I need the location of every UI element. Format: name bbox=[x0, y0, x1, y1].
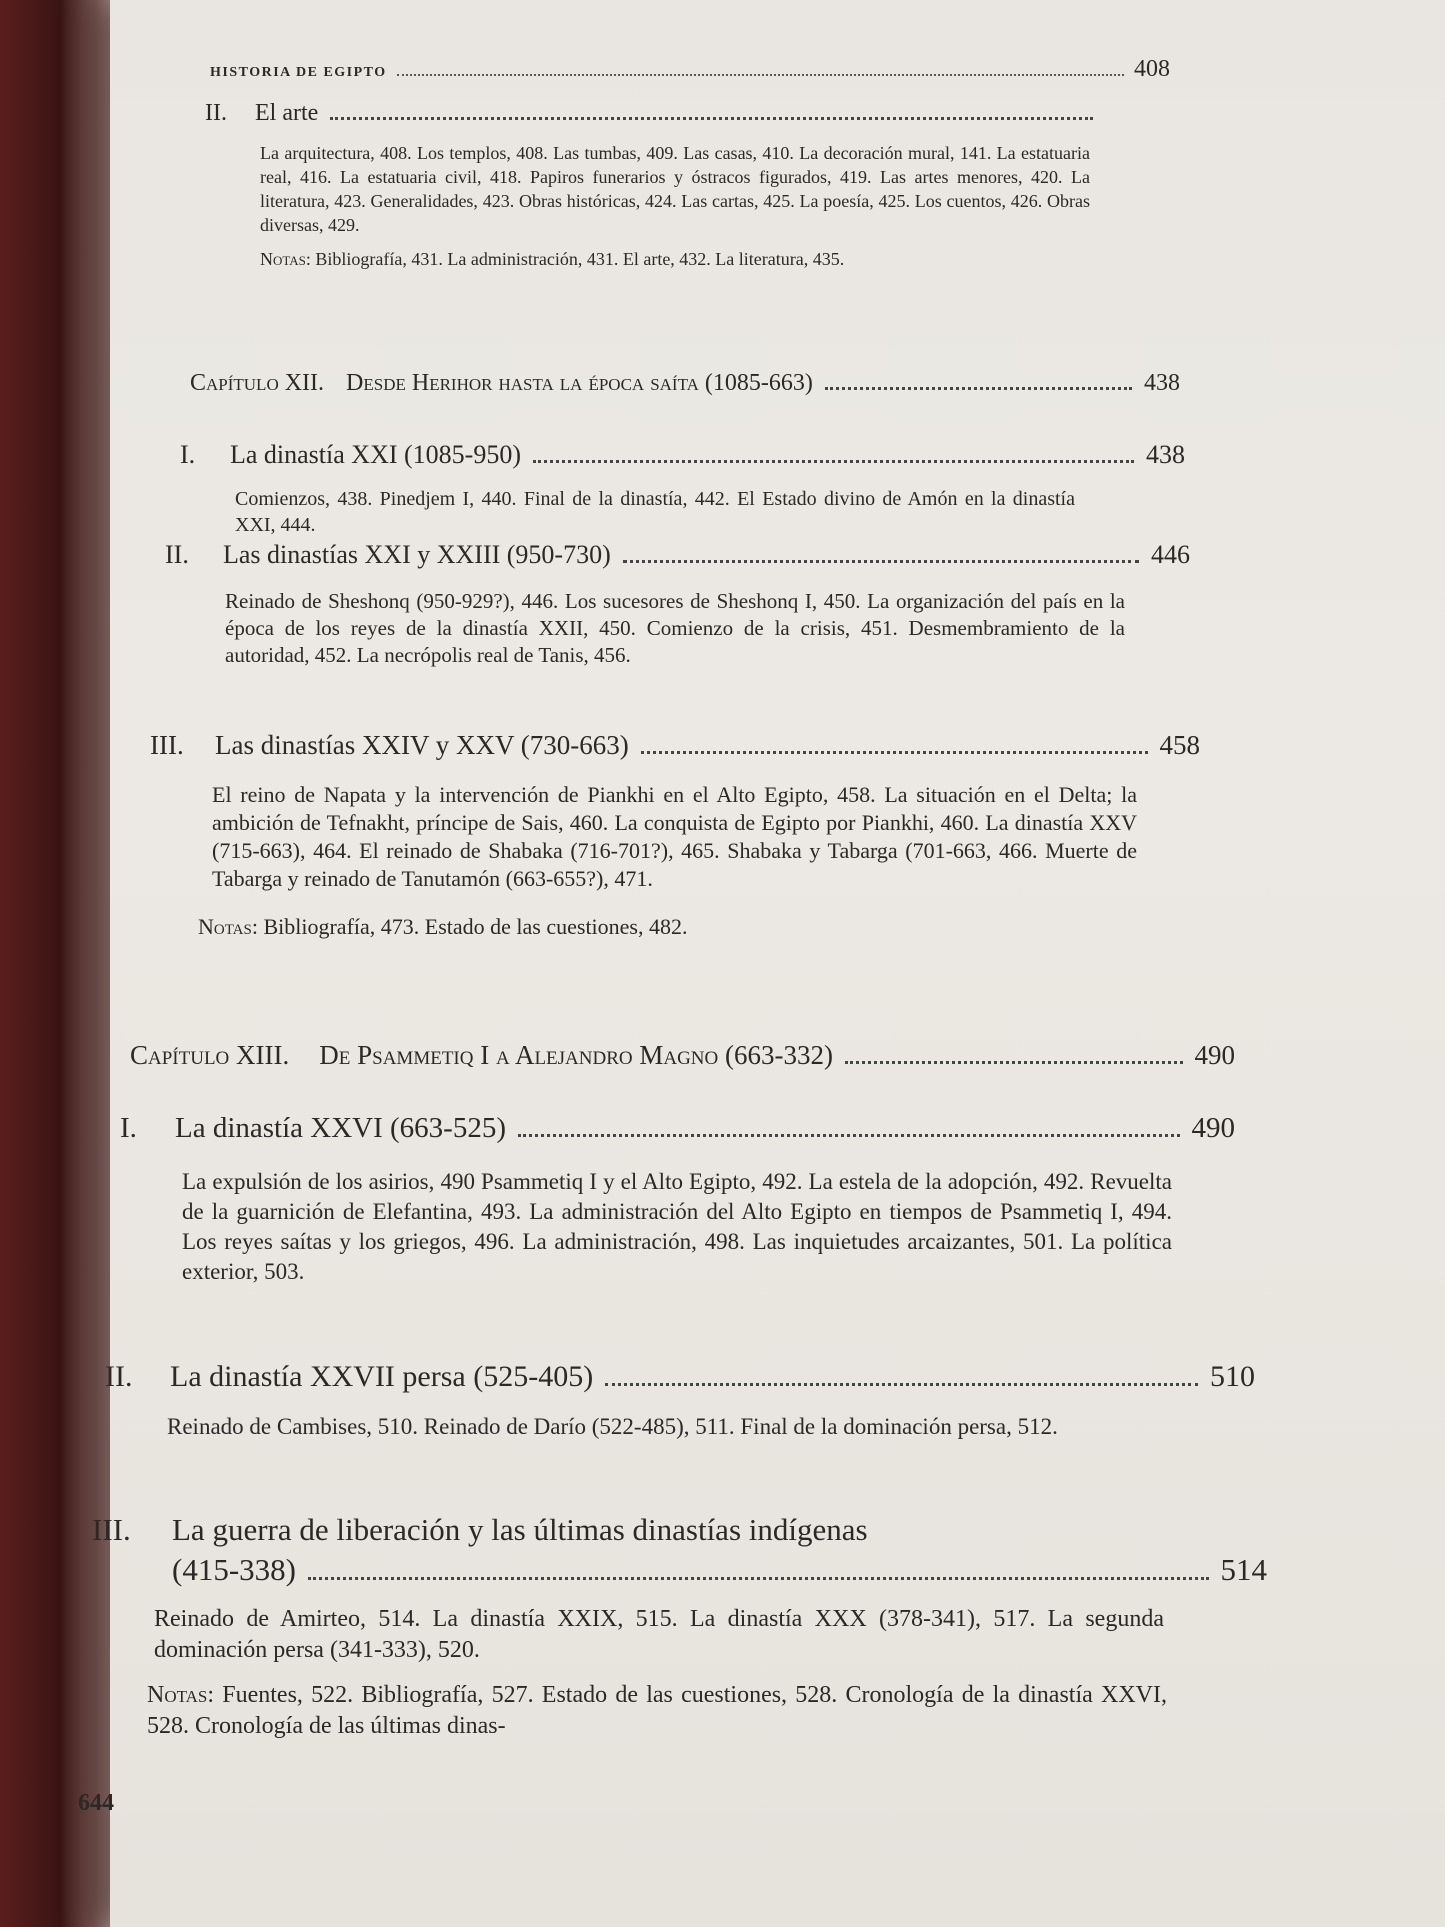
toc-entry bbox=[120, 1112, 1235, 1287]
entry-number: I. bbox=[120, 1112, 137, 1144]
chapter-page: 438 bbox=[1144, 370, 1180, 396]
running-head bbox=[210, 56, 1170, 83]
toc-entry-heading bbox=[92, 1512, 1267, 1548]
page-number: 644 bbox=[78, 1790, 114, 1816]
toc-entry-heading bbox=[180, 440, 1185, 470]
toc-entry-heading bbox=[165, 540, 1190, 570]
entry-number: III. bbox=[150, 730, 184, 760]
toc-entry bbox=[105, 1360, 1255, 1442]
toc-entry bbox=[180, 440, 1185, 538]
entry-page: 510 bbox=[1210, 1360, 1255, 1393]
toc-entry-heading bbox=[105, 1360, 1255, 1394]
entry-notes bbox=[260, 247, 1090, 271]
entry-summary: Reinado de Sheshonq (950-929?), 446. Los sucesores de Sheshonq I, 450. La organización del país en la época de los reyes de la dinastía XXII, 450. Comienzo de la crisis, 451. Desmembramiento de la autoridad, 452. La necrópolis real de Tanis, 456. bbox=[225, 589, 1125, 667]
entry-page: 490 bbox=[1191, 1112, 1235, 1144]
chapter-number: Capítulo XII. bbox=[190, 370, 325, 396]
entry-summary: Reinado de Cambises, 510. Reinado de Darío (522-485), 511. Final de la dominación persa, 512. bbox=[167, 1414, 1058, 1439]
toc-entry-heading-continued bbox=[172, 1552, 1267, 1588]
toc-entry bbox=[92, 1512, 1267, 1742]
entry-title: La dinastía XXI (1085-950) bbox=[230, 440, 521, 469]
dot-leader bbox=[308, 1577, 1209, 1580]
entry-summary: La arquitectura, 408. Los templos, 408. Las tumbas, 409. Las casas, 410. La decoración mural, 141. La estatuaria real, 416. La estatuaria civil, 418. Papiros funerarios y óstracos figurados, 419. Las artes menores, 420. La literatura, 423. Generalidades, 423. Obras históricas, 424. Las cartas, 425. La poesía, 425. Los cuentos, 426. Obras diversas, 429. bbox=[260, 143, 1090, 235]
dot-leader bbox=[641, 751, 1148, 754]
entry-page: 514 bbox=[1220, 1552, 1267, 1587]
dot-leader bbox=[533, 460, 1134, 463]
entry-notes bbox=[198, 913, 1123, 941]
entry-number: II. bbox=[165, 540, 189, 569]
notes-label: Notas: bbox=[198, 914, 258, 939]
toc-entry bbox=[205, 100, 1105, 271]
chapter-title: De Psammetiq I a Alejandro Magno (663-332) bbox=[319, 1040, 833, 1070]
dot-leader bbox=[605, 1383, 1198, 1386]
toc-entry-heading bbox=[120, 1112, 1235, 1145]
entry-title: Las dinastías XXIV y XXV (730-663) bbox=[215, 730, 629, 760]
entry-summary: Reinado de Amirteo, 514. La dinastía XXIX, 515. La dinastía XXX (378-341), 517. La segunda dominación persa (341-333), 520. bbox=[154, 1606, 1164, 1663]
dot-leader bbox=[623, 560, 1139, 563]
toc-entry bbox=[150, 730, 1200, 941]
entry-page: 458 bbox=[1159, 730, 1200, 760]
entry-title: El arte bbox=[255, 100, 319, 126]
chapter-heading bbox=[130, 1040, 1235, 1071]
entry-number: III. bbox=[92, 1512, 131, 1547]
entry-page: 438 bbox=[1146, 440, 1185, 469]
dot-leader bbox=[330, 117, 1093, 120]
dot-leader bbox=[397, 74, 1124, 76]
entry-title: La dinastía XXVI (663-525) bbox=[175, 1112, 506, 1144]
entry-number: I. bbox=[180, 440, 196, 469]
running-head-page: 408 bbox=[1134, 56, 1170, 82]
notes-text: Fuentes, 522. Bibliografía, 527. Estado de las cuestiones, 528. Cronología de la dinastía XXVI, 528. Cronología de las últimas dinas- bbox=[147, 1682, 1167, 1739]
entry-page: 446 bbox=[1151, 540, 1190, 569]
entry-number: II. bbox=[205, 100, 227, 126]
entry-summary: La expulsión de los asirios, 490 Psammetiq I y el Alto Egipto, 492. La estela de la adopción, 492. Revuelta de la guarnición de Elefantina, 493. La administración del Alto Egipto en tiempos de Psammetiq I, 494. Los reyes saítas y los griegos, 496. La administración, 498. Las inquietudes arcaizantes, 501. La política exterior, 503. bbox=[182, 1169, 1172, 1284]
notes-label: Notas: bbox=[147, 1682, 215, 1708]
running-head-title: HISTORIA DE EGIPTO bbox=[210, 65, 387, 80]
chapter-page: 490 bbox=[1194, 1040, 1235, 1070]
entry-number: II. bbox=[105, 1360, 133, 1393]
chapter-title: Desde Herihor hasta la época saíta (1085-663) bbox=[346, 370, 813, 396]
entry-notes bbox=[147, 1680, 1167, 1742]
entry-summary: Comienzos, 438. Pinedjem I, 440. Final de la dinastía, 442. El Estado divino de Amón en la dinastía XXI, 444. bbox=[235, 488, 1075, 536]
notes-text: Bibliografía, 473. Estado de las cuestiones, 482. bbox=[263, 914, 688, 939]
toc-entry bbox=[165, 540, 1190, 669]
entry-title-continued: (415-338) bbox=[172, 1552, 296, 1587]
dot-leader bbox=[825, 387, 1132, 390]
entry-summary: El reino de Napata y la intervención de Piankhi en el Alto Egipto, 458. La situación en el Delta; la ambición de Tefnakht, príncipe de Sais, 460. La conquista de Egipto por Piankhi, 460. La dinastía XXV (715-663), 464. El reinado de Shabaka (716-701?), 465. Shabaka y Tabarga (701-663, 466. Muerte de Tabarga y reinado de Tanutamón (663-655?), 471. bbox=[212, 782, 1137, 891]
toc-entry-heading bbox=[205, 100, 1105, 127]
notes-text: Bibliografía, 431. La administración, 431. El arte, 432. La literatura, 435. bbox=[315, 249, 845, 269]
chapter-number: Capítulo XIII. bbox=[130, 1040, 290, 1070]
chapter-heading bbox=[190, 370, 1180, 397]
dot-leader bbox=[845, 1061, 1183, 1064]
entry-title: Las dinastías XXI y XXIII (950-730) bbox=[223, 540, 611, 569]
toc-entry-heading bbox=[150, 730, 1200, 761]
notes-label: Notas: bbox=[260, 249, 311, 269]
entry-title: La guerra de liberación y las últimas dinastías indígenas bbox=[172, 1512, 868, 1547]
dot-leader bbox=[518, 1134, 1180, 1137]
entry-title: La dinastía XXVII persa (525-405) bbox=[170, 1360, 594, 1393]
